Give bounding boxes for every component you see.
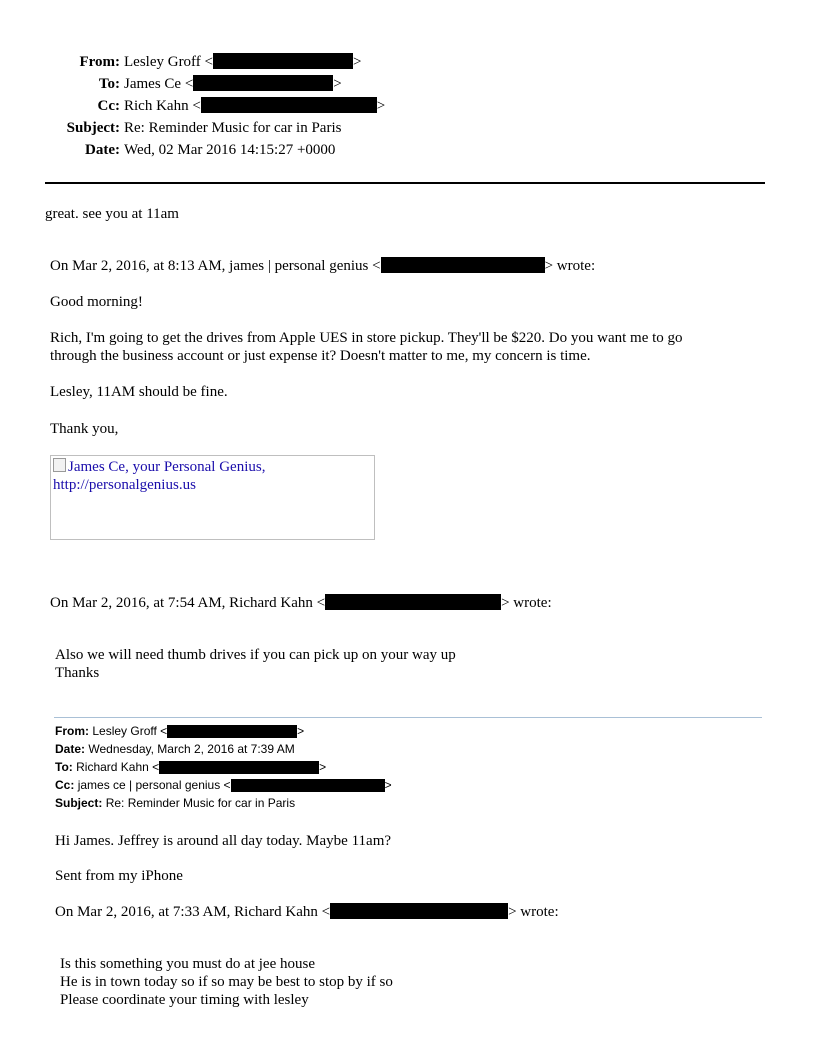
inner-from <box>55 722 304 740</box>
reply-text: great. see you at 11am <box>45 206 179 222</box>
q3-line2: Sent from my iPhone <box>55 868 183 884</box>
q2-line1: Also we will need thumb drives if you can pick up on your way up <box>55 647 456 663</box>
quote3-intro <box>55 903 559 921</box>
inner-cc <box>55 776 392 794</box>
redaction-bar <box>167 725 297 738</box>
inner-date-label: Date: <box>55 742 86 756</box>
cc-label: Cc: <box>97 98 120 114</box>
q1-para1-line2: through the business account or just expense it? Doesn't matter to me, my concern is time. <box>50 348 591 364</box>
signature-line1: James Ce, your Personal Genius, <box>68 459 266 475</box>
header-cc <box>46 95 806 117</box>
inner-cc-label: Cc: <box>55 778 75 792</box>
inner-from-label: From: <box>55 724 89 738</box>
redaction-bar <box>381 257 545 273</box>
header-date <box>46 139 806 161</box>
q1-signoff: Thank you, <box>50 421 119 437</box>
angle-close: > <box>333 76 342 92</box>
header-to <box>46 73 806 95</box>
inner-date-value: Wednesday, March 2, 2016 at 7:39 AM <box>88 742 295 756</box>
angle-close: > <box>353 54 362 70</box>
signature-line2: http://personalgenius.us <box>53 477 196 493</box>
inner-subject-label: Subject: <box>55 796 103 810</box>
to-label: To: <box>98 76 120 92</box>
subject-value: Re: Reminder Music for car in Paris <box>124 120 342 136</box>
broken-image-icon <box>53 458 66 472</box>
quote2-intro <box>50 594 552 612</box>
signature-link[interactable] <box>51 456 374 494</box>
quote1-intro-text: On Mar 2, 2016, at 8:13 AM, james | personal genius < <box>50 258 381 274</box>
angle-close: > <box>384 778 392 792</box>
redaction-bar <box>325 594 501 610</box>
from-label: From: <box>79 54 120 70</box>
inner-to-value: Richard Kahn < <box>76 760 160 774</box>
angle-close: > <box>376 98 386 114</box>
q4-line2: He is in town today so if so may be best to stop by if so <box>60 974 393 990</box>
date-label: Date: <box>85 142 120 158</box>
quote1-wrote: > wrote: <box>544 258 596 274</box>
header-from <box>46 51 806 73</box>
redaction-bar <box>231 779 385 792</box>
quote2-intro-text: On Mar 2, 2016, at 7:54 AM, Richard Kahn < <box>50 595 326 611</box>
inner-to-label: To: <box>55 760 73 774</box>
quote2-wrote: > wrote: <box>501 595 552 611</box>
redaction-bar <box>201 97 377 113</box>
q4-line3: Please coordinate your timing with lesley <box>60 992 309 1008</box>
angle-close: > <box>319 760 327 774</box>
redaction-bar <box>159 761 319 774</box>
q1-para1-line1: Rich, I'm going to get the drives from Apple UES in store pickup. They'll be $220. Do you want me to go <box>50 330 683 346</box>
q1-greeting: Good morning! <box>50 294 143 310</box>
q2-line2: Thanks <box>55 665 100 681</box>
header-divider <box>45 182 765 184</box>
angle-close: > <box>297 724 305 738</box>
inner-date <box>55 740 295 758</box>
inner-header-divider <box>54 717 762 718</box>
redaction-bar <box>213 53 353 69</box>
redaction-bar <box>193 75 333 91</box>
inner-to <box>55 758 326 776</box>
inner-from-value: Lesley Groff < <box>92 724 168 738</box>
inner-subject-value: Re: Reminder Music for car in Paris <box>105 796 296 810</box>
from-value: Lesley Groff < <box>124 54 213 70</box>
header-subject <box>46 117 806 139</box>
q1-para2: Lesley, 11AM should be fine. <box>50 384 228 400</box>
date-value: Wed, 02 Mar 2016 14:15:27 +0000 <box>124 142 336 158</box>
cc-value: Rich Kahn < <box>124 98 201 114</box>
q3-line1: Hi James. Jeffrey is around all day today. Maybe 11am? <box>55 833 392 849</box>
subject-label: Subject: <box>66 120 120 136</box>
inner-cc-value: james ce | personal genius < <box>77 778 231 792</box>
inner-subject <box>55 794 295 812</box>
to-value: James Ce < <box>124 76 194 92</box>
signature-image-box[interactable] <box>50 455 375 540</box>
redaction-bar <box>330 903 508 919</box>
q4-line1: Is this something you must do at jee house <box>60 956 315 972</box>
quote3-wrote: > wrote: <box>508 904 559 920</box>
quote3-intro-text: On Mar 2, 2016, at 7:33 AM, Richard Kahn < <box>55 904 331 920</box>
quote1-intro <box>50 257 595 275</box>
